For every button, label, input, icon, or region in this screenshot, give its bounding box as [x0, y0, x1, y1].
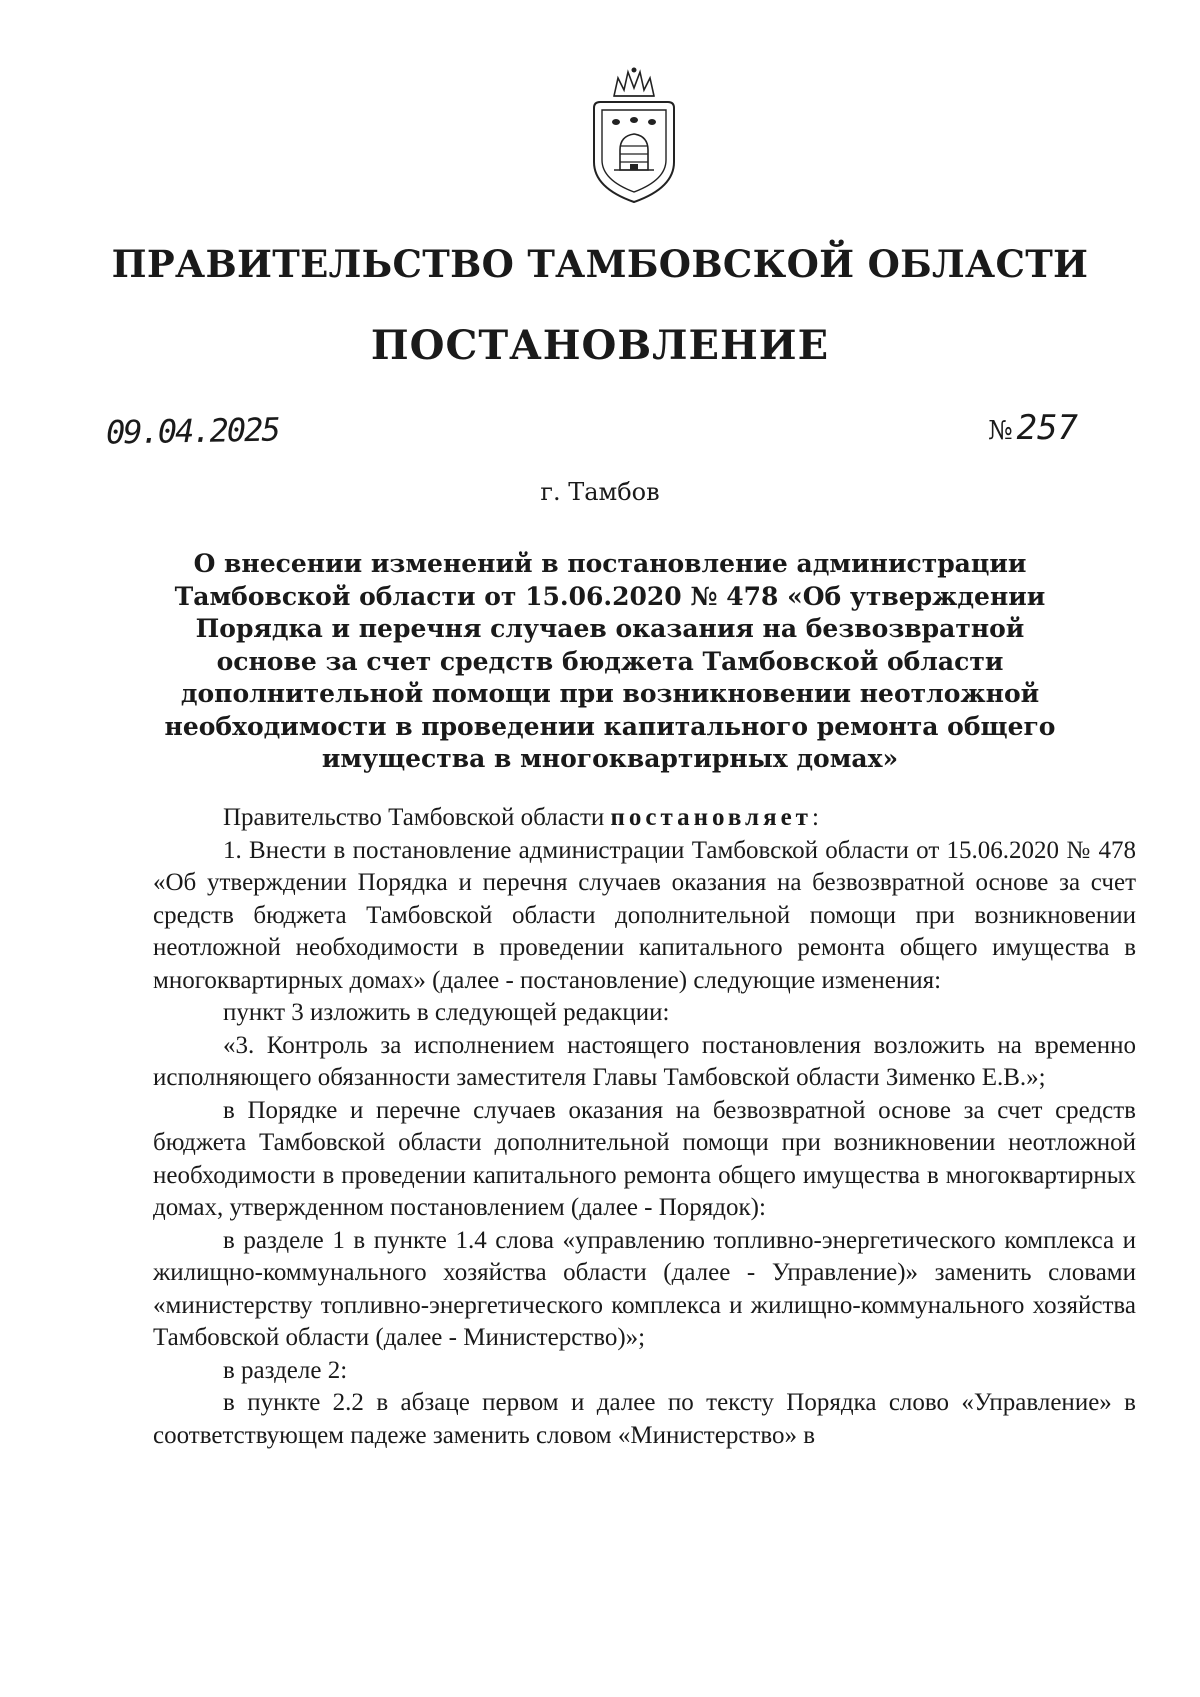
document-number — [988, 408, 1078, 448]
coat-of-arms-icon — [586, 66, 682, 206]
document-type: ПОСТАНОВЛЕНИЕ — [370, 322, 830, 369]
body-paragraph: пункт 3 изложить в следующей редакции: — [223, 999, 670, 1026]
number-value: 257 — [1016, 408, 1079, 448]
document-city: г. Тамбов — [540, 478, 660, 506]
intro-suffix: : — [811, 804, 819, 831]
document-date: 09.04.2025 — [105, 410, 279, 452]
document-heading: О внесении изменений в постановление администрации Тамбовской области от 15.06.2020 № 478 «Об утверждении Порядка и перечня случаев оказания на безвозвратной основе за счет средств бюджета Тамбовской области дополнительной помощи при возникновении неотложной необходимости в проведении капитального ремонта общего имущества в многоквартирных домах» — [164, 549, 1056, 773]
intro-prefix: Правительство Тамбовской области — [223, 804, 611, 831]
body-paragraph: в разделе 1 в пункте 1.4 слова «управлению топливно-энергетического комплекса и жилищно-коммунального хозяйства области (далее - Управление)» заменить словами «министерству топливно-энергетического комплекса и жилищно-коммунального хозяйства Тамбовской области (далее - Министерство)»; — [153, 1226, 1136, 1351]
intro-keyword: постановляет — [610, 804, 812, 831]
number-label: № — [988, 416, 1013, 446]
body-paragraph: «3. Контроль за исполнением настоящего постановления возложить на временно исполняющего обязанности заместителя Главы Тамбовской области Зименко Е.В.»; — [153, 1031, 1136, 1091]
body-paragraph: 1. Внести в постановление администрации Тамбовской области от 15.06.2020 № 478 «Об утверждении Порядка и перечня случаев оказания на безвозвратной основе за счет средств бюджета Тамбовской области дополнительной помощи при возникновении неотложной необходимости в проведении капитального ремонта общего имущества в многоквартирных домах» (далее - постановление) следующие изменения: — [153, 836, 1136, 994]
body-paragraph: в разделе 2: — [223, 1356, 348, 1384]
body-paragraph: в Порядке и перечне случаев оказания на безвозвратной основе за счет средств бюджета Тамбовской области дополнительной помощи при возникновении неотложной необходимости в проведении капитального ремонта общего имущества в многоквартирных домах, утвержденном постановлением (далее - Порядок): — [153, 1096, 1136, 1221]
body-paragraph: в пункте 2.2 в абзаце первом и далее по тексту Порядка слово «Управление» в соответствующем падеже заменить словом «Министерство» в — [153, 1389, 1136, 1449]
intro-paragraph — [153, 802, 1136, 835]
document-body — [153, 802, 1136, 1452]
government-title: ПРАВИТЕЛЬСТВО ТАМБОВСКОЙ ОБЛАСТИ — [111, 242, 1089, 286]
